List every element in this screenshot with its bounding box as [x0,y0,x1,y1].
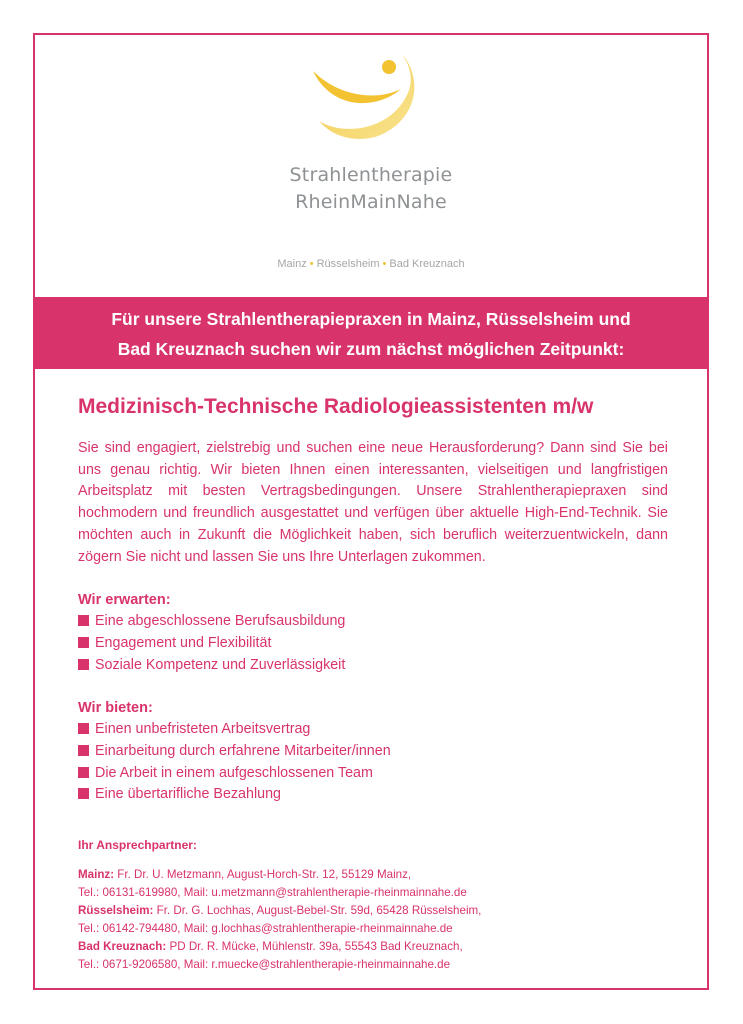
contact-entry-bad-kreuznach [78,938,668,974]
square-bullet-icon [78,767,89,778]
list-item: Engagement und Flexibilität [78,633,668,655]
list-item: Eine übertarifliche Bezahlung [78,784,668,806]
square-bullet-icon [78,615,89,626]
square-bullet-icon [78,637,89,648]
list-item: Soziale Kompetenz und Zuverlässigkeit [78,655,668,677]
location-mainz: Mainz [277,258,307,270]
contact-entry-ruesselsheim [78,902,668,938]
locations-line [35,258,707,270]
offer-list [78,719,668,806]
ad-content [78,395,668,974]
brand-line-1: Strahlentherapie [289,164,453,186]
dot-separator-icon: • [382,258,387,270]
headline-banner [33,297,709,369]
list-item: Einarbeitung durch erfahrene Mitarbeiter/innen [78,741,668,763]
contact-phone-mail: Tel.: 06131-619980, Mail: u.metzmann@strahlentherapie-rheinmainnahe.de [78,886,467,900]
contact-address: Fr. Dr. U. Metzmann, August-Horch-Str. 12, 55129 Mainz, [114,868,412,882]
square-bullet-icon [78,659,89,670]
square-bullet-icon [78,745,89,756]
sun-figure-icon [305,49,445,145]
expect-list [78,611,668,676]
list-item: Die Arbeit in einem aufgeschlossenen Team [78,763,668,785]
location-bad-kreuznach: Bad Kreuznach [389,258,465,270]
square-bullet-icon [78,788,89,799]
contact-phone-mail: Tel.: 0671-9206580, Mail: r.muecke@strahlentherapie-rheinmainnahe.de [78,958,451,972]
job-title: Medizinisch-Technische Radiologieassistenten m/w [78,395,594,418]
contact-city: Rüsselsheim: [78,904,154,918]
square-bullet-icon [78,723,89,734]
intro-paragraph: Sie sind engagiert, zielstrebig und suchen eine neue Herausforderung? Dann sind Sie bei uns genau richtig. Wir bieten Ihnen einen interessanten, vielseitigen und langfristigen Arbeitsplatz mit besten Vertragsbedingungen. Unsere Strahlentherapiepraxen sind hochmodern und freundlich ausgestattet und verfügen über aktuelle High-End-Technik. Sie möchten auch in Zukunft die Möglichkeit haben, sich beruflich weiterzuentwickeln, dann zögern Sie nicht und lassen Sie uns Ihre Unterlagen zukommen. [78,440,668,565]
expect-heading: Wir erwarten: [78,592,171,609]
logo [35,49,707,213]
contact-city: Mainz: [78,868,115,882]
contact-address: PD Dr. R. Mücke, Mühlenstr. 39a, 55543 Bad Kreuznach, [166,940,463,954]
list-item: Eine abgeschlossene Berufsausbildung [78,611,668,633]
brand-line-2: RheinMainNahe [295,191,447,213]
contact-city: Bad Kreuznach: [78,940,167,954]
contact-list [78,866,668,974]
banner-line-2: Bad Kreuznach suchen wir zum nächst möglichen Zeitpunkt: [117,339,625,359]
banner-line-1: Für unsere Strahlentherapiepraxen in Mainz, Rüsselsheim und [111,309,631,329]
location-ruesselsheim: Rüsselsheim [316,258,380,270]
contact-phone-mail: Tel.: 06142-794480, Mail: g.lochhas@strahlentherapie-rheinmainnahe.de [78,922,453,936]
page-frame [33,33,709,990]
contact-entry-mainz [78,866,668,902]
offer-heading: Wir bieten: [78,700,153,717]
contact-heading: Ihr Ansprechpartner: [78,838,197,853]
dot-separator-icon: • [309,258,314,270]
contact-address: Fr. Dr. G. Lochhas, August-Bebel-Str. 59d, 65428 Rüsselsheim, [153,904,482,918]
list-item: Einen unbefristeten Arbeitsvertrag [78,719,668,741]
